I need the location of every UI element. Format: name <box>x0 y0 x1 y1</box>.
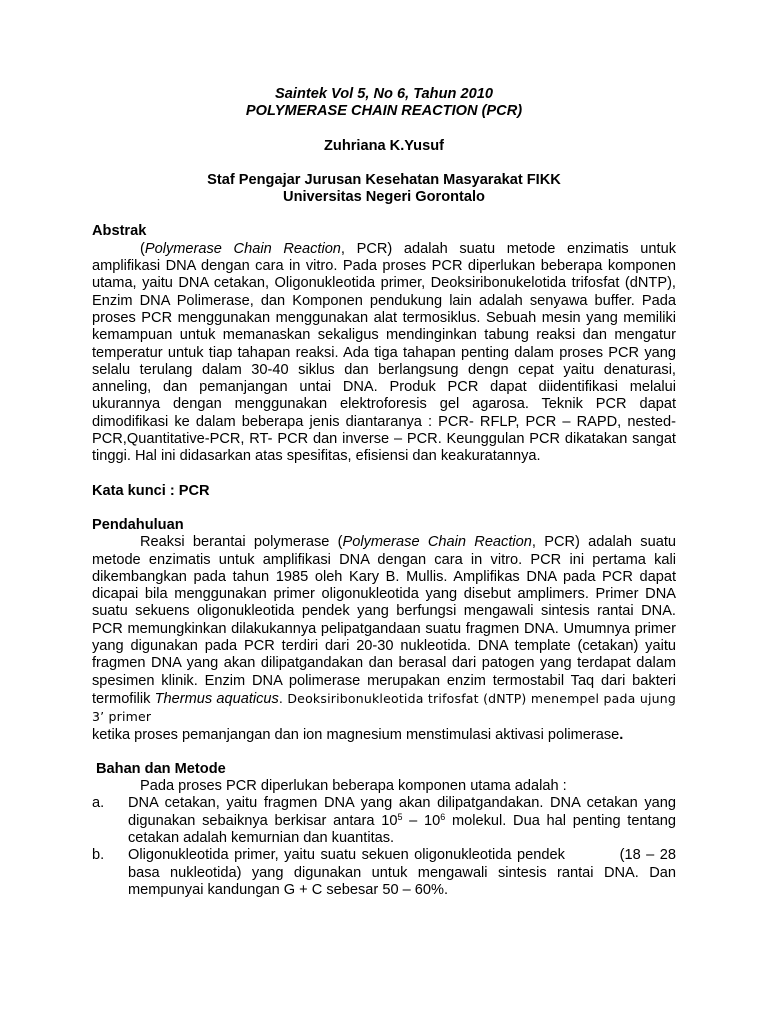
document-header <box>92 86 676 206</box>
intro-tail-line <box>92 727 676 744</box>
intro-italic-term: Polymerase Chain Reaction <box>342 534 532 551</box>
affiliation-line-1: Staf Pengajar Jurusan Kesehatan Masyarakat FIKK <box>207 171 561 188</box>
author-name: Zuhriana K.Yusuf <box>323 137 444 154</box>
abstract-paragraph <box>92 241 676 466</box>
intro-heading: Pendahuluan <box>92 516 184 533</box>
intro-text: , PCR) adalah suatu metode enzimatis untuk amplifikasi DNA dengan cara in vitro. PCR ini pertama kali dikembangkan pada tahun 1985 oleh Kary B. Mullis. Amplifikas DNA pada PCR dapat dicapai bila menggunakan primer oligonukleotida yang disebut amplimers. Primer DNA suatu sekuens oligonukleotida pendek yang berfungsi mengawali sintesis rantai DNA. PCR memungkinkan dilakukannya pelipatgandaan suatu fragmen DNA. Umumnya primer yang digunakan pada PCR terdiri dari 20-30 nukleotida. DNA template (cetakan) yaitu fragmen DNA yang akan dilipatgandakan dan berasal dari patogen yang terdapat dalam spesimen klinik. Enzim DNA polimerase merupakan enzim termostabil Taq dari bakteri termofilik <box>92 534 676 707</box>
abstract-open-paren: ( <box>140 240 145 257</box>
intro-paragraph <box>92 534 676 726</box>
affiliation-line-2: Universitas Negeri Gorontalo <box>283 189 485 206</box>
paper-title: POLYMERASE CHAIN REACTION (PCR) <box>245 103 523 120</box>
abstract-italic-term: Polymerase Chain Reaction <box>144 240 341 257</box>
methods-heading: Bahan dan Metode <box>96 760 226 777</box>
intro-lead: Reaksi berantai polymerase ( <box>140 534 343 551</box>
list-item <box>92 795 676 847</box>
item-a-sup-1: 5 <box>397 811 403 822</box>
intro-alt-text: . Deoksiribonukleotida trifosfat (dNTP) menempel pada ujung 3’ primer <box>92 690 676 725</box>
list-item <box>92 847 681 899</box>
item-a-text-2: – 10 <box>402 812 441 829</box>
abstract-heading: Abstrak <box>92 223 147 240</box>
item-a-sup-2: 6 <box>440 811 446 822</box>
intro-tail: ketika proses pemanjangan dan ion magnesium menstimulasi aktivasi polimerase <box>92 726 620 743</box>
intro-tail-period: . <box>619 726 624 743</box>
intro-italic-species: Thermus aquaticus <box>154 690 279 707</box>
item-b-text: Oligonukleotida primer, yaitu suatu sekuen oligonukleotida pendek (18 – 28 basa nukleotida) yang digunakan untuk mengawali sintesis rantai DNA. Dan mempunyai kandungan G + C sebesar 50 – 60%. <box>128 847 681 898</box>
list-marker: b. <box>92 847 105 864</box>
methods-lead: Pada proses PCR diperlukan beberapa komponen utama adalah : <box>140 778 567 795</box>
keywords-line: Kata kunci : PCR <box>92 482 210 499</box>
abstract-text: , PCR) adalah suatu metode enzimatis untuk amplifikasi DNA dengan cara in vitro. Pada proses PCR diperlukan beberapa komponen utama, yaitu DNA cetakan, Oligonukleotida primer, Deoksiribonukelotida trifosfat (dNTP), Enzim DNA Polimerase, dan Komponen pendukung lain adalah senyawa buffer. Pada proses PCR menggunakan menggunakan alat termosiklus. Sebuah mesin yang memiliki kemampuan untuk memanaskan sekaligus mendinginkan tabung reaksi dan mengatur temperatur untuk tiap tahapan reaksi. Ada tiga tahapan penting dalam proses PCR yang selalu terulang dalam 30-40 siklus dan berlangsung dengn cepat yaitu denaturasi, anneling, dan pemanjangan untai DNA. Produk PCR dapat diidentifikasi melalui ukurannya dengan menggunakan elektroforesis gel agarosa. Teknik PCR dapat dimodifikasi ke dalam beberapa jenis diantaranya : PCR- RFLP, PCR – RAPD, nested- PCR,Quantitative-PCR, RT- PCR dan inverse – PCR. Keunggulan PCR dikatakan sangat tinggi. Hal ini didasarkan atas spesifitas, efisiensi dan keakuratannya. <box>92 240 676 465</box>
list-marker: a. <box>92 795 105 812</box>
item-a-text-3: molekul. Dua hal penting tentang cetakan adalah kemurnian dan kuantitas. <box>128 812 676 846</box>
document-page <box>92 86 681 899</box>
item-a-text-1: DNA cetakan, yaitu fragmen DNA yang akan dilipatgandakan. DNA cetakan yang digunakan sebaiknya berkisar antara 10 <box>128 795 676 829</box>
journal-line: Saintek Vol 5, No 6, Tahun 2010 <box>275 86 493 102</box>
